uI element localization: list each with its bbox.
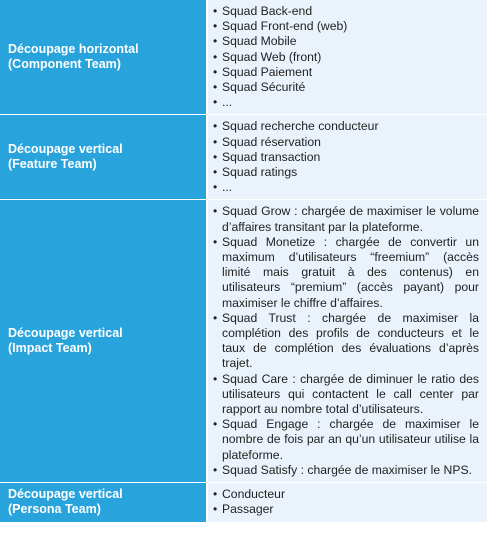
list-item xyxy=(213,80,479,95)
row-content-cell xyxy=(208,200,487,482)
bullet-icon: • xyxy=(213,34,218,49)
bullet-icon: • xyxy=(213,134,218,149)
list-item xyxy=(213,235,479,311)
bullet-icon: • xyxy=(213,80,218,95)
list-item-text: Squad recherche conducteur xyxy=(222,119,379,134)
bullet-icon: • xyxy=(213,462,218,477)
bullet-icon: • xyxy=(213,4,218,18)
bullet-icon: • xyxy=(213,149,218,164)
list-item xyxy=(213,165,479,180)
list-item xyxy=(213,372,479,418)
list-item-text: Squad Trust : chargée de maximiser la complétion des profils de conducteurs et le taux de complétion des évaluations d’après trajet. xyxy=(222,310,479,371)
list-item-text: Squad Web (front) xyxy=(222,49,322,64)
list-item xyxy=(213,119,479,134)
list-item-text: ... xyxy=(222,180,233,195)
list-item xyxy=(213,50,479,65)
bullet-icon: • xyxy=(213,180,218,195)
list-item xyxy=(213,417,479,463)
bullet-icon: • xyxy=(213,165,218,180)
bullet-icon: • xyxy=(213,95,218,110)
bullet-icon: • xyxy=(213,487,218,502)
list-item xyxy=(213,34,479,49)
list-item-text: Squad Paiement xyxy=(222,64,313,79)
bullet-icon: • xyxy=(213,49,218,64)
list-item-text: Squad transaction xyxy=(222,149,321,164)
row-label: Découpage vertical (Impact Team) xyxy=(8,326,123,356)
list-item xyxy=(213,180,479,195)
list-item xyxy=(213,135,479,150)
bullet-icon: • xyxy=(213,64,218,79)
list-item-text: Squad ratings xyxy=(222,165,298,180)
list-item-text: Squad Satisfy : chargée de maximiser le NPS. xyxy=(222,462,472,477)
row-content-cell xyxy=(208,0,487,114)
list-item-text: Squad Monetize : chargée de convertir un maximum d’utilisateurs “freemium” (accès limité mais gratuit à des contenus) en utilisateurs “premium” (accès payant) pour maximiser le chiffre d’affaires. xyxy=(222,234,479,310)
row-label: Découpage horizontal (Component Team) xyxy=(8,42,139,72)
list-item-text: Squad Back-end xyxy=(222,4,313,18)
table-row xyxy=(0,115,487,200)
list-item-text: Squad Care : chargée de diminuer le ratio des utilisateurs qui contactent le call center par rapport au nombre total d’utilisateurs. xyxy=(222,371,479,417)
row-label: Découpage vertical (Persona Team) xyxy=(8,487,123,517)
list-item xyxy=(213,150,479,165)
bullet-icon: • xyxy=(213,310,218,325)
list-item xyxy=(213,95,479,110)
list-item xyxy=(213,4,479,19)
bullet-icon: • xyxy=(213,502,218,517)
row-label-cell xyxy=(0,0,208,114)
list-item-text: ... xyxy=(222,95,233,110)
row-content-cell xyxy=(208,483,487,521)
row-content-cell xyxy=(208,115,487,199)
list-item-text: Squad Front-end (web) xyxy=(222,19,348,34)
row-label-cell xyxy=(0,200,208,482)
list-item-text: Squad Sécurité xyxy=(222,80,306,95)
bullet-icon: • xyxy=(213,19,218,34)
row-label-cell xyxy=(0,483,208,521)
list-item xyxy=(213,19,479,34)
list-item-text: Conducteur xyxy=(222,487,286,502)
bullet-icon: • xyxy=(213,234,218,249)
list-item-text: Passager xyxy=(222,502,274,517)
list-item-text: Squad Mobile xyxy=(222,34,297,49)
list-item-text: Squad Grow : chargée de maximiser le volume d’affaires transitant par la plateforme. xyxy=(222,204,479,234)
list-item xyxy=(213,487,479,502)
table-row xyxy=(0,200,487,483)
row-label-cell xyxy=(0,115,208,199)
bullet-icon: • xyxy=(213,417,218,432)
bullet-icon: • xyxy=(213,204,218,219)
list-item xyxy=(213,502,479,517)
list-item xyxy=(213,463,479,478)
list-item xyxy=(213,311,479,372)
list-item xyxy=(213,65,479,80)
list-item-text: Squad Engage : chargée de maximiser le nombre de fois par an qu’un utilisateur utilise la plateforme. xyxy=(222,417,479,462)
bullet-icon: • xyxy=(213,119,218,134)
table-row xyxy=(0,0,487,115)
list-item-text: Squad réservation xyxy=(222,134,321,149)
bullet-icon: • xyxy=(213,371,218,386)
list-item xyxy=(213,204,479,234)
row-label: Découpage vertical (Feature Team) xyxy=(8,142,123,172)
table-row xyxy=(0,483,487,522)
